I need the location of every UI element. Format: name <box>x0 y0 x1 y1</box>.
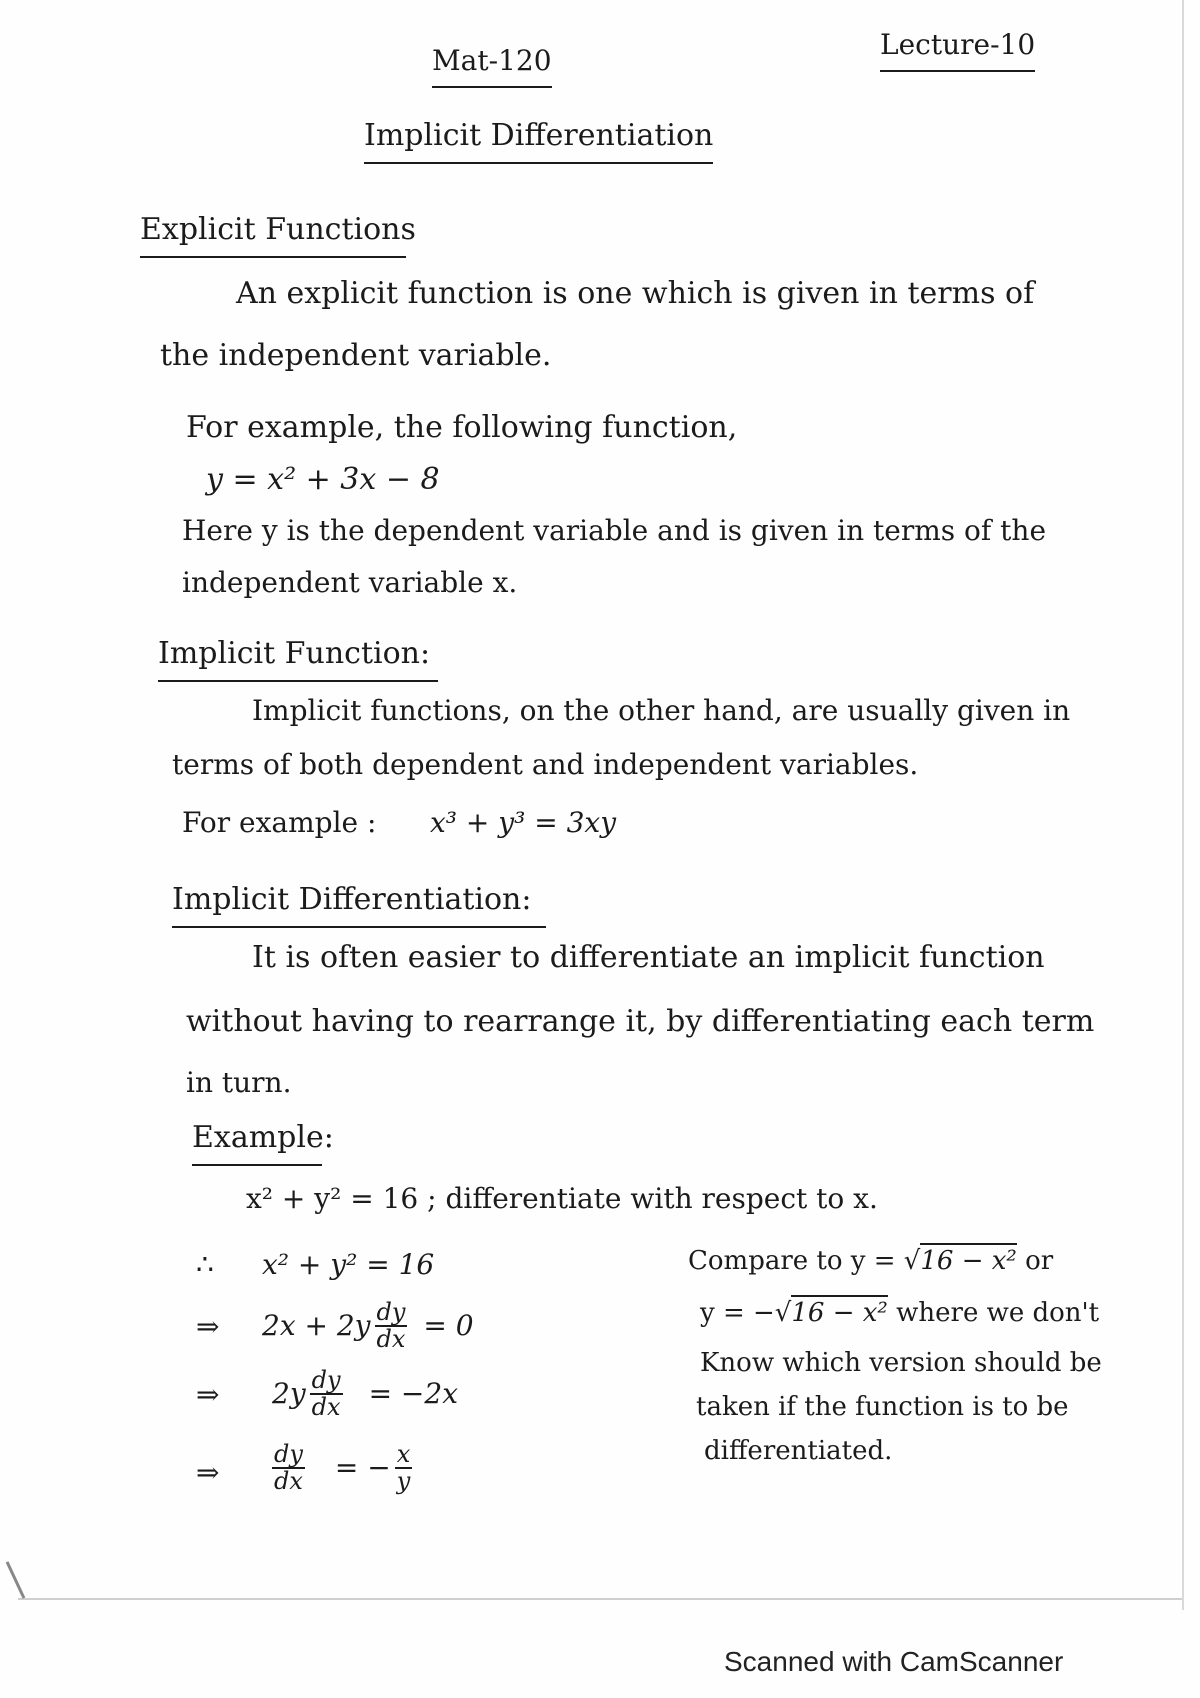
step-2-denominator: dx <box>376 1325 406 1354</box>
sqrt-symbol: √ <box>903 1246 921 1276</box>
explicit-here-line-2: independent variable x. <box>182 566 518 599</box>
side-note-line-3: Know which version should be <box>700 1348 1102 1378</box>
step-4-right-denominator: y <box>396 1467 411 1496</box>
implicit-diff-line-1: It is often easier to differentiate an implicit function <box>252 940 1045 975</box>
example-heading: Example: <box>192 1120 322 1166</box>
step-4-fraction-right <box>395 1442 413 1494</box>
step-3-denominator: dx <box>311 1393 341 1422</box>
step-2-equation <box>262 1300 474 1352</box>
step-1-equation: x² + y² = 16 <box>262 1248 435 1281</box>
explicit-here-line-1: Here y is the dependent variable and is given in terms of the <box>182 514 1047 547</box>
explicit-line-2: the independent variable. <box>160 338 552 373</box>
side-note-line-1-b: or <box>1016 1246 1054 1276</box>
step-3-equation <box>272 1368 458 1420</box>
implicit-diff-heading: Implicit Differentiation: <box>172 882 546 928</box>
explicit-line-1: An explicit function is one which is given in terms of <box>236 276 1035 311</box>
side-note-line-5: differentiated. <box>704 1436 893 1466</box>
step-4-numerator: dy <box>274 1440 303 1468</box>
step-3-symbol: ⇒ <box>196 1378 220 1411</box>
explicit-heading: Explicit Functions <box>140 212 406 258</box>
explicit-equation: y = x² + 3x − 8 <box>206 462 440 497</box>
step-2-right: = 0 <box>423 1309 474 1343</box>
step-2-symbol: ⇒ <box>196 1310 220 1343</box>
step-2-fraction <box>375 1300 408 1352</box>
side-note-line-2-a: y = − <box>700 1298 775 1328</box>
page-edge-bottom <box>18 1598 1182 1600</box>
step-2-left: 2x + 2y <box>262 1309 371 1343</box>
side-note-line-1-radicand: 16 − x² <box>920 1243 1016 1276</box>
sqrt-symbol: √ <box>774 1298 792 1328</box>
side-note-line-2 <box>700 1298 1099 1329</box>
page-title: Implicit Differentiation <box>364 118 713 164</box>
page-edge-right <box>1182 0 1184 1610</box>
page-corner-mark <box>6 1561 26 1599</box>
side-note-line-1 <box>688 1246 1053 1277</box>
step-4-equation <box>268 1442 416 1494</box>
course-code: Mat-120 <box>432 44 552 88</box>
step-4-symbol: ⇒ <box>196 1456 220 1489</box>
lecture-number: Lecture-10 <box>880 28 1035 72</box>
side-note-line-1-a: Compare to y = <box>688 1246 904 1276</box>
step-4-denominator: dx <box>274 1467 303 1496</box>
side-note-line-4: taken if the function is to be <box>696 1392 1069 1422</box>
step-3-fraction <box>310 1368 343 1420</box>
implicit-diff-line-3: in turn. <box>186 1066 292 1099</box>
step-3-right: = −2x <box>368 1377 458 1411</box>
implicit-line-1: Implicit functions, on the other hand, are usually given in <box>252 694 1071 727</box>
implicit-line-2: terms of both dependent and independent variables. <box>172 748 919 781</box>
implicit-example-label: For example : <box>182 806 377 839</box>
explicit-example-intro: For example, the following function, <box>186 410 738 445</box>
side-note-line-2-radicand: 16 − x² <box>791 1295 887 1328</box>
scanner-watermark: Scanned with CamScanner <box>724 1646 1064 1677</box>
step-2-numerator: dy <box>376 1298 406 1326</box>
step-3-left: 2y <box>272 1377 306 1411</box>
step-4-fraction-left <box>272 1442 305 1494</box>
step-4-right-numerator: x <box>396 1440 411 1468</box>
step-1-symbol: ∴ <box>196 1248 214 1281</box>
step-3-numerator: dy <box>311 1366 341 1394</box>
example-problem: x² + y² = 16 ; differentiate with respect to x. <box>246 1182 878 1215</box>
implicit-diff-line-2: without having to rearrange it, by differentiating each term <box>186 1004 1095 1039</box>
step-4-equals: = − <box>334 1451 391 1485</box>
implicit-example-equation: x³ + y³ = 3xy <box>430 806 617 839</box>
side-note-line-2-b: where we don't <box>887 1298 1100 1328</box>
implicit-heading: Implicit Function: <box>158 636 438 682</box>
